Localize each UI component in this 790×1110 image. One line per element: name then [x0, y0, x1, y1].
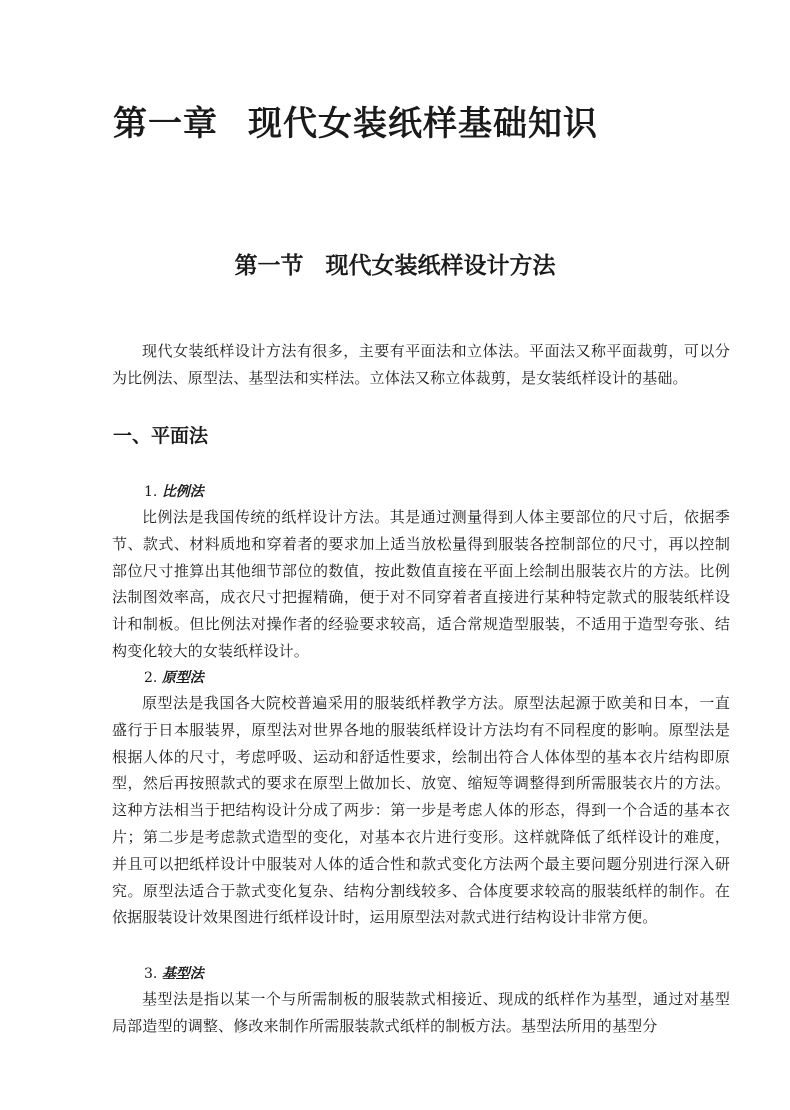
chapter-title [113, 96, 598, 145]
subheading-label: 比例法 [161, 484, 204, 500]
paragraph-prototype-method: 原型法是我国各大院校普遍采用的服装纸样教学方法。原型法起源于欧美和日本，一直盛行于日本服装界，原型法对世界各地的服装纸样设计方法均有不同程度的影响。原型法是根据人体的尺寸，考虑呼吸、运动和舒适性要求，绘制出符合人体体型的基本衣片结构即原型，然后再按照款式的要求在原型上做加长、放宽、缩短等调整得到所需服装衣片的方法。这种方法相当于把结构设计分成了两步：第一步是考虑人体的形态，得到一个合适的基本衣片；第二步是考虑款式造型的变化，对基本衣片进行变形。这样就降低了纸样设计的难度，并且可以把纸样设计中服装对人体的适合性和款式变化方法两个最主要问题分别进行深入研究。原型法适合于款式变化复杂、结构分割线较多、合体度要求较高的服装纸样的制作。在依据服装设计效果图进行纸样设计时，运用原型法对款式进行结构设计非常方便。 [112, 694, 730, 927]
section-name: 现代女装纸样设计方法 [325, 252, 556, 279]
subheading-number: 3. [144, 966, 158, 982]
subheading-label: 原型法 [161, 670, 204, 686]
paragraph-base-pattern-method: 基型法是指以某一个与所需制板的服装款式相接近、现成的纸样作为基型，通过对基型局部造型的调整、修改来制作所需服装款式纸样的制板方法。基型法所用的基型分 [112, 990, 730, 1035]
subheading-base-pattern-method [144, 963, 204, 983]
chapter-number: 第一章 [113, 104, 218, 144]
chapter-name: 现代女装纸样基础知识 [248, 104, 598, 144]
intro-paragraph: 现代女装纸样设计方法有很多，主要有平面法和立体法。平面法又称平面裁剪，可以分为比例法、原型法、基型法和实样法。立体法又称立体裁剪，是女装纸样设计的基础。 [112, 342, 730, 387]
subheading-number: 2. [144, 670, 158, 686]
subheading-proportion-method [144, 481, 204, 501]
paragraph-proportion-method: 比例法是我国传统的纸样设计方法。其是通过测量得到人体主要部位的尺寸后，依据季节、款式、材料质地和穿着者的要求加上适当放松量得到服装各控制部位的尺寸，再以控制部位尺寸推算出其他细节部位的数值，按此数值直接在平面上绘制出服装衣片的方法。比例法制图效率高，成衣尺寸把握精确，便于对不同穿着者直接进行某种特定款式的服装纸样设计和制板。但比例法对操作者的经验要求较高，适合常规造型服装，不适用于造型夸张、结构变化较大的女装纸样设计。 [112, 508, 730, 660]
section-number: 第一节 [234, 252, 304, 279]
section-title [0, 247, 790, 280]
subheading-label: 基型法 [161, 966, 204, 982]
heading-plane-method: 一、平面法 [113, 425, 209, 447]
subheading-prototype-method [144, 667, 204, 687]
subheading-number: 1. [144, 484, 158, 500]
